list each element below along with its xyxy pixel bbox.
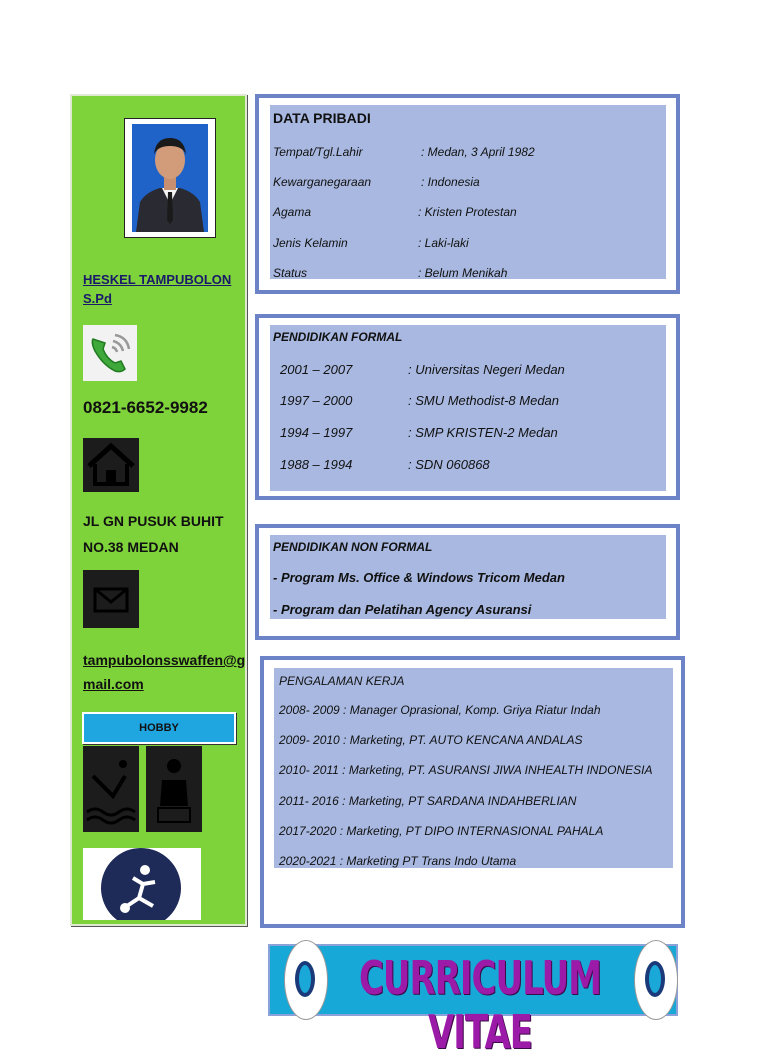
pendidikan-non-formal-content (270, 535, 666, 619)
list-item: Jenis Kelamin (273, 236, 348, 250)
pengalaman-kerja-title: PENGALAMAN KERJA (279, 674, 405, 688)
list-item: - Program dan Pelatihan Agency Asuransi (273, 602, 532, 617)
pengalaman-kerja-content (274, 668, 673, 868)
list-item: 1988 – 1994 (280, 457, 353, 472)
list-item: 2011- 2016 : Marketing, PT SARDANA INDAHBERLIAN (279, 794, 577, 808)
ring-left-icon (284, 940, 328, 1020)
person-photo-icon (132, 124, 208, 232)
football-icon (83, 848, 201, 920)
list-item-value: : Kristen Protestan (418, 205, 517, 219)
list-item: - Program Ms. Office & Windows Tricom Medan (273, 570, 565, 585)
list-item: 1997 – 2000 (280, 393, 353, 408)
data-pribadi-content (270, 105, 666, 279)
list-item: 2010- 2011 : Marketing, PT. ASURANSI JIWA INHEALTH INDONESIA (279, 763, 653, 777)
mail-icon (83, 570, 139, 628)
pendidikan-formal-section (255, 314, 680, 500)
profile-photo (124, 118, 216, 238)
list-item-value: : Medan, 3 April 1982 (421, 145, 535, 159)
list-item: 2001 – 2007 (280, 362, 353, 377)
curriculum-vitae-banner (268, 944, 678, 1060)
sidebar (70, 94, 247, 926)
list-item-value: : SDN 060868 (408, 457, 490, 472)
list-item-value: : Universitas Negeri Medan (408, 362, 565, 377)
email-link[interactable]: tampubolonsswaffen@gmail.com (83, 652, 246, 692)
phone-number: 0821-6652-9982 (83, 398, 208, 417)
pendidikan-non-formal-title: PENDIDIKAN NON FORMAL (273, 540, 433, 554)
list-item-value: : SMU Methodist-8 Medan (408, 393, 560, 408)
phone-icon (83, 325, 137, 381)
list-item: Kewarganegaraan (273, 175, 372, 189)
banner-title: CURRICULUM VITAE (358, 952, 602, 1060)
home-icon (83, 438, 139, 492)
list-item-value: : SMP KRISTEN-2 Medan (408, 425, 558, 440)
list-item-value: : Indonesia (421, 175, 480, 189)
pendidikan-formal-title: PENDIDIKAN FORMAL (273, 330, 403, 344)
profile-name: HESKEL TAMPUBOLON S.Pd (83, 272, 232, 306)
list-item-value: : Belum Menikah (418, 266, 508, 280)
list-item: 2009- 2010 : Marketing, PT. AUTO KENCANA ANDALAS (279, 733, 583, 747)
ring-right-icon (634, 940, 678, 1020)
data-pribadi-section (255, 94, 680, 294)
list-item: 1994 – 1997 (280, 425, 353, 440)
list-item: 2020-2021 : Marketing PT Trans Indo Utama (279, 854, 517, 868)
swimming-icon (83, 746, 139, 832)
list-item: Tempat/Tgl.Lahir (273, 145, 363, 159)
pendidikan-non-formal-section (255, 524, 680, 640)
list-item-value: : Laki-laki (418, 236, 469, 250)
list-item: Status (273, 266, 308, 280)
list-item: 2017-2020 : Marketing, PT DIPO INTERNASIONAL PAHALA (279, 824, 604, 838)
hobby-button[interactable]: HOBBY (82, 712, 236, 744)
list-item: 2008- 2009 : Manager Oprasional, Komp. Griya Riatur Indah (279, 703, 601, 717)
pendidikan-formal-content (270, 325, 666, 491)
address: JL GN PUSUK BUHIT NO.38 MEDAN (83, 513, 224, 555)
reading-icon (146, 746, 202, 832)
data-pribadi-title: DATA PRIBADI (273, 110, 371, 126)
list-item: Agama (273, 205, 312, 219)
pengalaman-kerja-section (260, 656, 685, 928)
